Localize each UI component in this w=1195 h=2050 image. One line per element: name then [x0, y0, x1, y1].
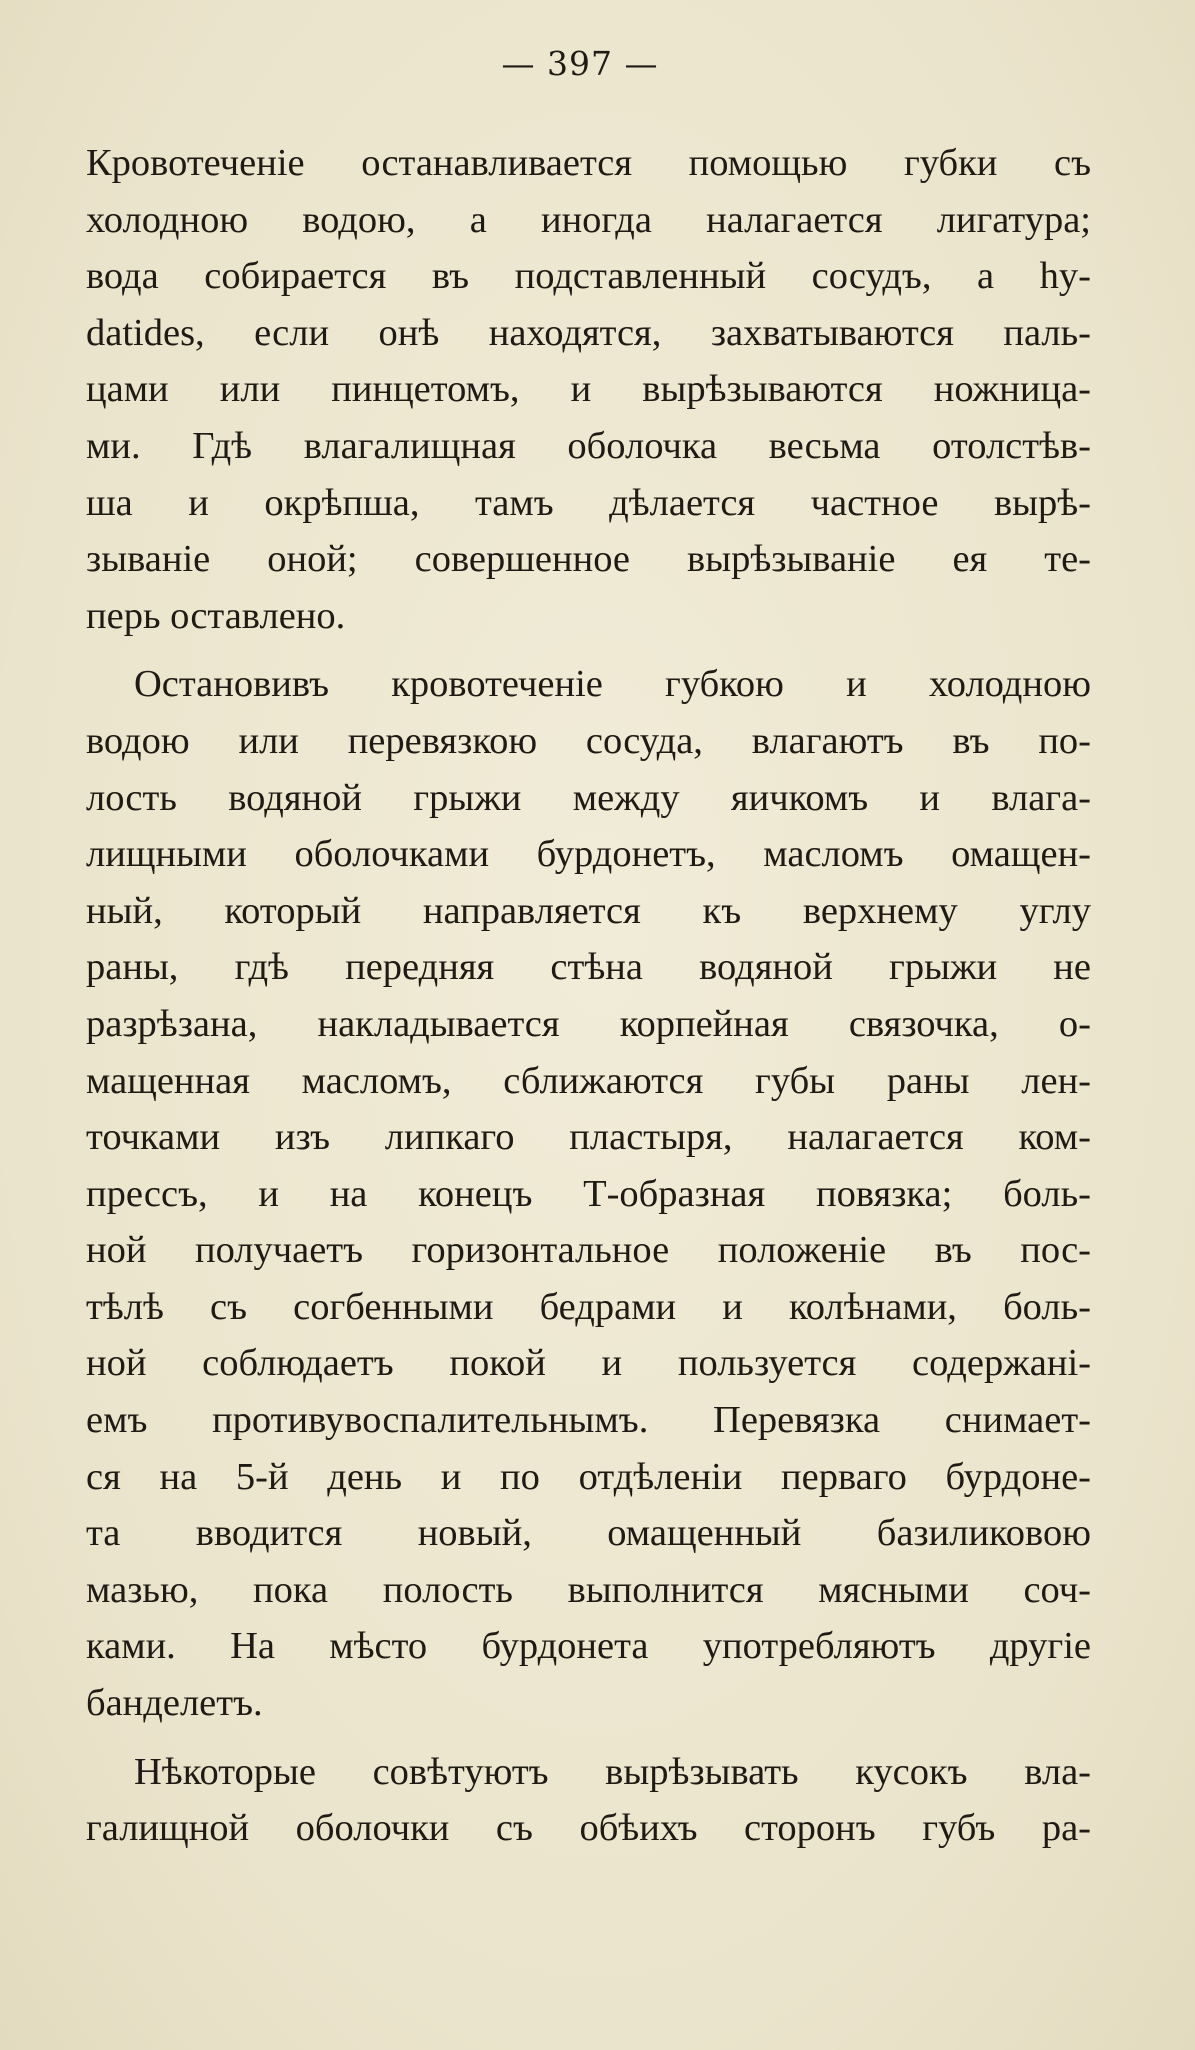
text-line: datides, если онѣ находятся, захватываются паль-: [86, 311, 1091, 354]
paragraph: [86, 135, 1091, 644]
text-line: зываніе оной; совершенное вырѣзываніе ея те-: [86, 538, 1091, 581]
text-line: прессъ, и на конецъ Т-образная повязка; боль-: [86, 1172, 1091, 1215]
page-number: — 397 —: [501, 44, 659, 83]
paragraph-gap: [86, 644, 1091, 656]
text-line: тѣлѣ съ согбенными бедрами и колѣнами, боль-: [86, 1285, 1091, 1328]
text-line: емъ противувоспалительнымъ. Перевязка снимает-: [86, 1399, 1091, 1442]
text-line: Нѣкоторые совѣтуютъ вырѣзывать кусокъ вла-: [134, 1750, 1091, 1793]
text-line: банделетъ.: [86, 1682, 263, 1725]
text-line: холодною водою, а иногда налагается лигатура;: [86, 198, 1091, 241]
text-line: Кровотеченіе останавливается помощью губки съ: [86, 142, 1091, 184]
text-line: цами или пинцетомъ, и вырѣзываются ножница-: [86, 368, 1091, 411]
text-line: галищной оболочки съ обѣихъ сторонъ губъ ра-: [86, 1807, 1091, 1850]
paragraph-gap: [86, 1732, 1091, 1744]
text-line: разрѣзана, накладывается корпейная связочка, о-: [86, 1002, 1091, 1045]
text-line: водою или перевязкою сосуда, влагаютъ въ по-: [86, 719, 1091, 762]
text-line: лость водяной грыжи между яичкомъ и влага-: [86, 776, 1091, 819]
text-line: ся на 5-й день и по отдѣленіи перваго бурдоне-: [86, 1455, 1091, 1498]
text-line: ной получаетъ горизонтальное положеніе въ пос-: [86, 1229, 1091, 1272]
page-body-text: [86, 135, 1091, 1857]
text-line: ками. На мѣсто бурдонета употребляютъ другіе: [86, 1625, 1091, 1668]
text-line: перь оставлено.: [86, 594, 346, 637]
text-line: мазью, пока полость выполнится мясными соч-: [86, 1568, 1091, 1611]
text-line: мащенная масломъ, сближаются губы раны лен-: [86, 1059, 1091, 1102]
text-line: Остановивъ кровотеченіе губкою и холодною: [134, 663, 1091, 706]
text-line: раны, гдѣ передняя стѣна водяной грыжи не: [86, 946, 1091, 989]
text-line: вода собирается въ подставленный сосудъ, а hy-: [86, 255, 1091, 298]
text-line: ми. Гдѣ влагалищная оболочка весьма отолстѣв-: [86, 424, 1091, 467]
text-line: точками изъ липкаго пластыря, налагается ком-: [86, 1116, 1091, 1159]
text-line: ша и окрѣпша, тамъ дѣлается частное вырѣ-: [86, 481, 1091, 524]
text-line: лищными оболочками бурдонетъ, масломъ омащен-: [86, 833, 1091, 876]
text-line: ной соблюдаетъ покой и пользуется содержані-: [86, 1342, 1091, 1385]
paragraph: [86, 656, 1091, 1731]
text-line: та вводится новый, омащенный базиликовою: [86, 1512, 1091, 1555]
text-line: ный, который направляется къ верхнему углу: [86, 889, 1091, 932]
paragraph: [86, 1744, 1091, 1857]
